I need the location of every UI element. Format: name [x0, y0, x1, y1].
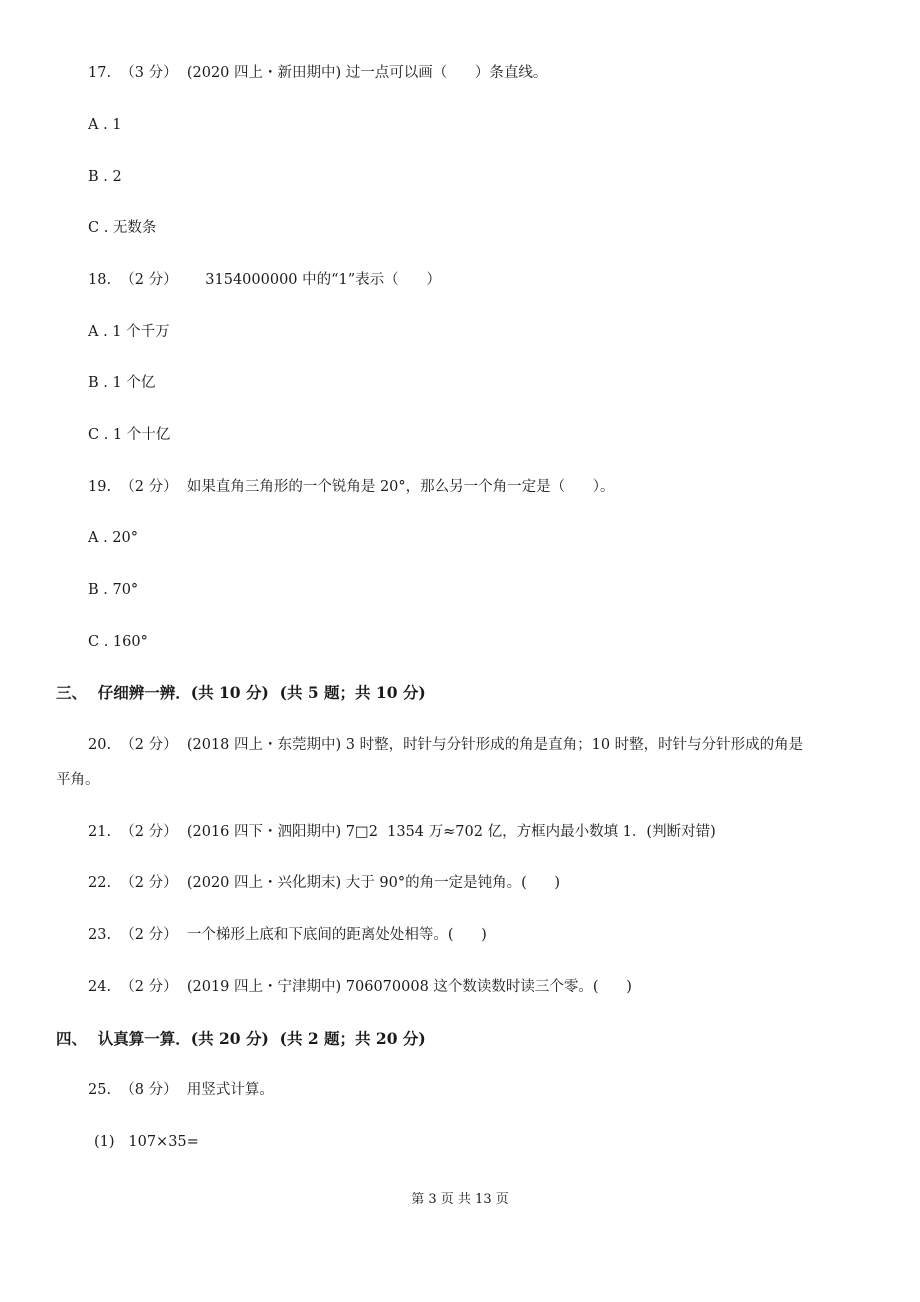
- question-23-stem: 23. （2 分） 一个梯形上底和下底间的距离处处相等。( ): [88, 927, 487, 943]
- question-19-option-b: B . 70°: [88, 582, 139, 598]
- question-21-stem: 21. （2 分） (2016 四下・泗阳期中) 7□2 1354 万≈702 亿，方框内最小数填 1．(判断对错): [88, 824, 716, 840]
- question-20-stem: 20. （2 分） (2018 四上・东莞期中) 3 时整，时针与分针形成的角是直角；10 时整，时针与分针形成的角是: [88, 737, 804, 753]
- question-19-stem: 19. （2 分） 如果直角三角形的一个锐角是 20°，那么另一个角一定是（ ）。: [88, 479, 615, 495]
- question-18-option-b: B . 1 个亿: [88, 375, 156, 391]
- section-3-heading: 三、 仔细辨一辨．(共 10 分) (共 5 题；共 10 分): [56, 683, 426, 702]
- question-19-option-a: A . 20°: [88, 530, 138, 546]
- question-22-stem: 22. （2 分） (2020 四上・兴化期末) 大于 90°的角一定是钝角。( ): [88, 875, 561, 891]
- question-17-option-a: A . 1: [88, 117, 122, 133]
- question-18-option-a: A . 1 个千万: [88, 324, 170, 340]
- question-18-option-c: C . 1 个十亿: [88, 427, 171, 443]
- question-18-stem: 18. （2 分） 3154000000 中的“1”表示（ ）: [88, 272, 441, 288]
- question-20-stem-continued: 平角。: [56, 772, 100, 788]
- question-17-stem: 17. （3 分） (2020 四上・新田期中) 过一点可以画（ ）条直线。: [88, 65, 548, 81]
- question-25-stem: 25. （8 分） 用竖式计算。: [88, 1082, 274, 1098]
- question-24-stem: 24. （2 分） (2019 四上・宁津期中) 706070008 这个数读数时读三个零。( ): [88, 979, 632, 995]
- page-footer: 第 3 页 共 13 页: [411, 1192, 509, 1207]
- question-19-option-c: C . 160°: [88, 634, 148, 650]
- question-25-subquestion-1: (1) 107×35=: [94, 1134, 199, 1150]
- section-4-heading: 四、 认真算一算．(共 20 分) (共 2 题；共 20 分): [56, 1029, 426, 1048]
- question-17-option-c: C . 无数条: [88, 220, 157, 236]
- question-17-option-b: B . 2: [88, 169, 122, 185]
